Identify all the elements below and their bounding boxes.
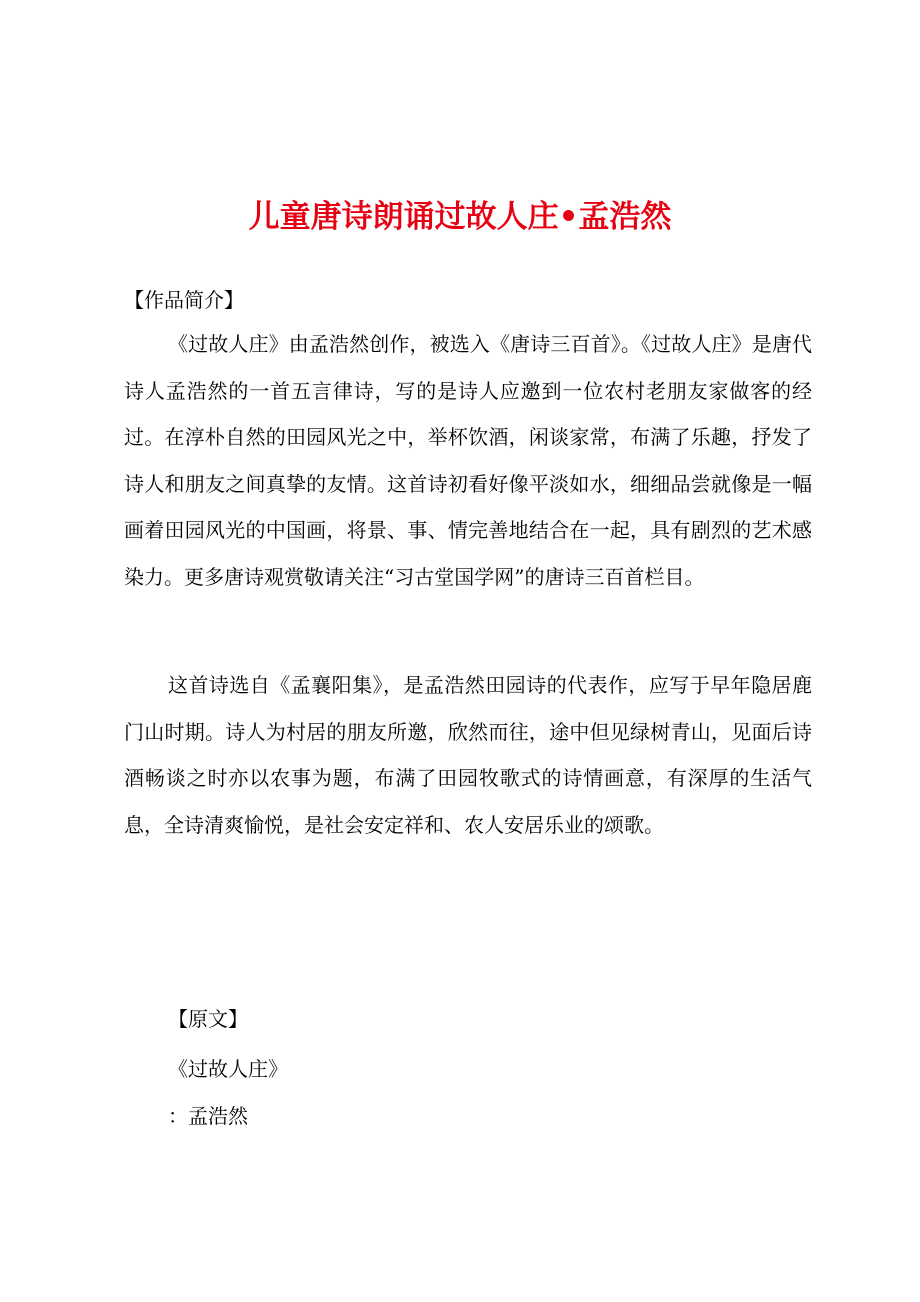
intro-heading: 【作品简介】 bbox=[124, 288, 244, 312]
document-title: 儿童唐诗朗诵过故人庄•孟浩然 bbox=[248, 199, 672, 235]
poem-title: 《过故人庄》 bbox=[168, 1057, 288, 1081]
intro-paragraph-2: 这首诗选自《孟襄阳集》，是孟浩然田园诗的代表作，应写于早年隐居鹿门山时期。诗人为村居的朋友所邀，欣然而往，途中但见绿树青山，见面后诗酒畅谈之时亦以农事为题，布满了田园牧歌式的诗情画意，有深厚的生活气息，全诗清爽愉悦，是社会安定祥和、农人安居乐业的颂歌。 bbox=[124, 673, 812, 837]
intro-paragraph-1: 《过故人庄》由孟浩然创作，被选入《唐诗三百首》。《过故人庄》是唐代诗人孟浩然的一首五言律诗，写的是诗人应邀到一位农村老朋友家做客的经过。在淳朴自然的田园风光之中，举杯饮酒，闲谈家常，布满了乐趣，抒发了诗人和朋友之间真挚的友情。这首诗初看好像平淡如水，细细品尝就像是一幅画着田园风光的中国画，将景、事、情完善地结合在一起，具有剧烈的艺术感染力。更多唐诗观赏敬请关注“习古堂国学网”的唐诗三百首栏目。 bbox=[124, 332, 812, 589]
original-heading: 【原文】 bbox=[168, 1007, 248, 1031]
poem-author: ：孟浩然 bbox=[168, 1104, 248, 1128]
